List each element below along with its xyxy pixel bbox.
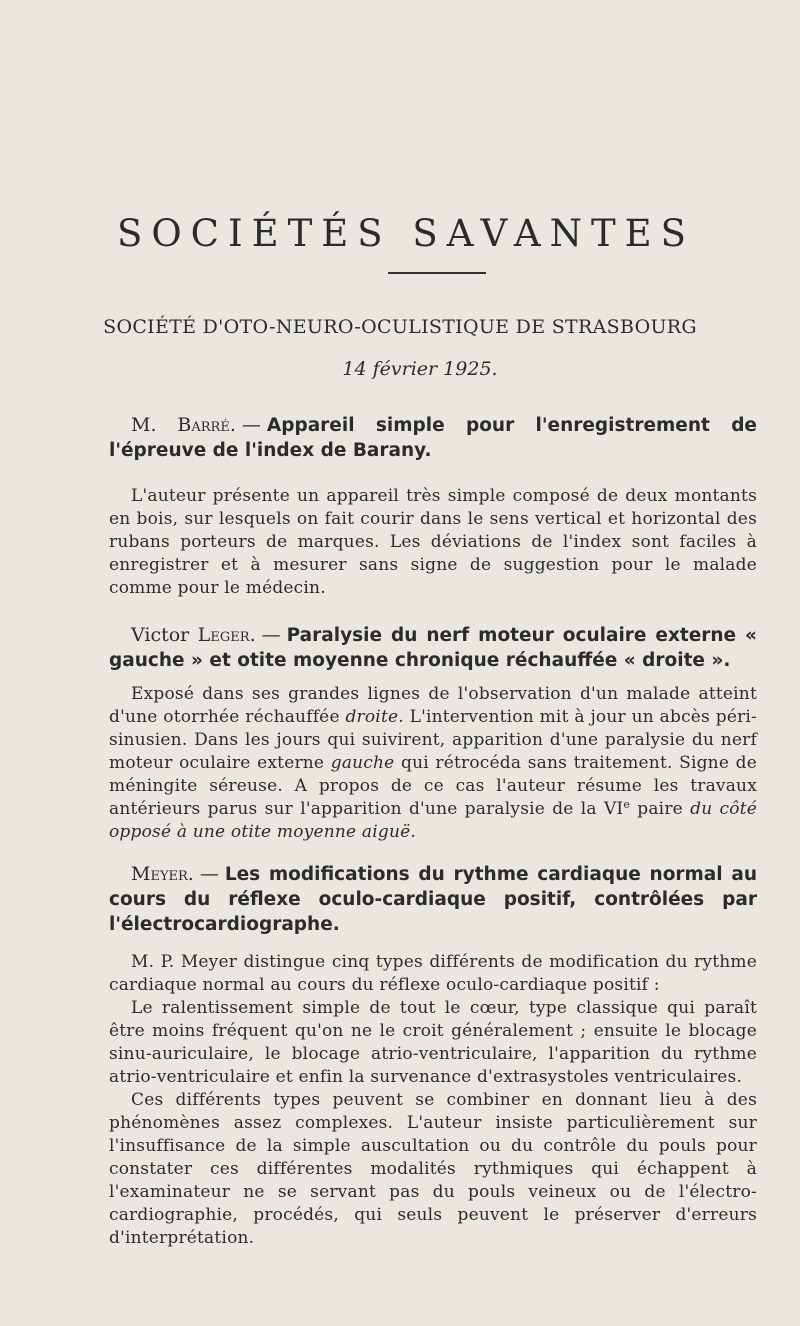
entry-body [109, 683, 757, 844]
entry-meyer [109, 862, 757, 1250]
entry-body: Ces différents types peuvent se combiner en donnant lieu à des phénomènes assez complexes. L'auteur insiste particulièrement sur l'insuffisance de la simple auscultation ou du contrôle du pouls pour constater ces différentes modalités rythmiques qui échappent à l'examinateur ne se servant pas du pouls veineux ou de l'électro-cardiographie, procédés, qui seuls peuvent le préserver d'erreurs d'interprétation. [109, 1090, 757, 1248]
superscript: e [623, 798, 631, 811]
author-name: Barré. [177, 414, 236, 436]
body-text: qui rétrocéda sans traitement. Signe de méningite séreuse. A propos de ce cas l'auteur résume les travaux antérieurs parus sur l'apparition d'une paralysie de la VI [109, 753, 757, 819]
author-prefix: M. [131, 414, 178, 436]
entry-body: M. P. Meyer distingue cinq types différents de modification du rythme cardiaque normal au cours du réflexe oculo-cardiaque positif : [109, 952, 757, 995]
entry-heading [109, 623, 757, 673]
entry-body: Le ralentissement simple de tout le cœur, type classique qui paraît être moins fréquent qu'on ne le croit généralement ; ensuite le blocage sinu-auriculaire, le blocage atrio-ventriculaire, l'apparition du rythme atrio-ventriculaire et enfin la survenance d'extrasystoles ventriculaires. [109, 998, 757, 1087]
body-italic: droite. [345, 707, 404, 727]
body-text: paire [630, 799, 691, 819]
author-name: Leger. [197, 624, 256, 646]
entry-body: L'auteur présente un appareil très simple composé de deux montants en bois, sur lesquels on fait courir dans le sens vertical et horizontal des rubans porteurs de marques. Les déviations de l'index sont faciles à enregistrer et à mesurer sans signe de suggestion pour le malade comme pour le médecin. [109, 486, 757, 598]
entry-barre [109, 413, 757, 600]
author-name: Meyer. [131, 863, 194, 885]
body-italic: du côté opposé à une otite moyenne aiguë. [109, 799, 757, 842]
title-divider [388, 272, 486, 274]
body-italic: gauche [330, 753, 395, 773]
entry-title: Paralysie du nerf moteur oculaire externe « gauche » et otite moyenne chronique réchauffée « droite ». [109, 625, 757, 671]
entry-title: Appareil simple pour l'enregistrement de l'épreuve de l'index de Barany. [109, 415, 757, 461]
entry-leger [109, 623, 757, 844]
entry-heading [109, 862, 757, 937]
page-title: SOCIÉTÉS SAVANTES [117, 212, 695, 255]
author-prefix: Victor [131, 624, 198, 646]
heading-dash: — [199, 863, 219, 885]
heading-dash: — [261, 624, 281, 646]
body-text: L'intervention mit à jour un abcès péri-sinusien. Dans les jours qui suivirent, apparition d'une paralysie du nerf moteur oculaire externe [109, 707, 757, 773]
entry-heading [109, 413, 757, 463]
heading-dash: — [241, 414, 261, 436]
body-text: Exposé dans ses grandes lignes de l'observation d'un malade atteint d'une otorrhée réchauffée [109, 684, 757, 727]
society-name: SOCIÉTÉ D'OTO-NEURO-OCULISTIQUE DE STRASBOURG [103, 316, 697, 338]
entry-title: Les modifications du rythme cardiaque normal au cours du réflexe oculo-cardiaque positif, contrôlées par l'électrocardiographe. [109, 864, 757, 935]
session-date: 14 février 1925. [342, 358, 498, 380]
